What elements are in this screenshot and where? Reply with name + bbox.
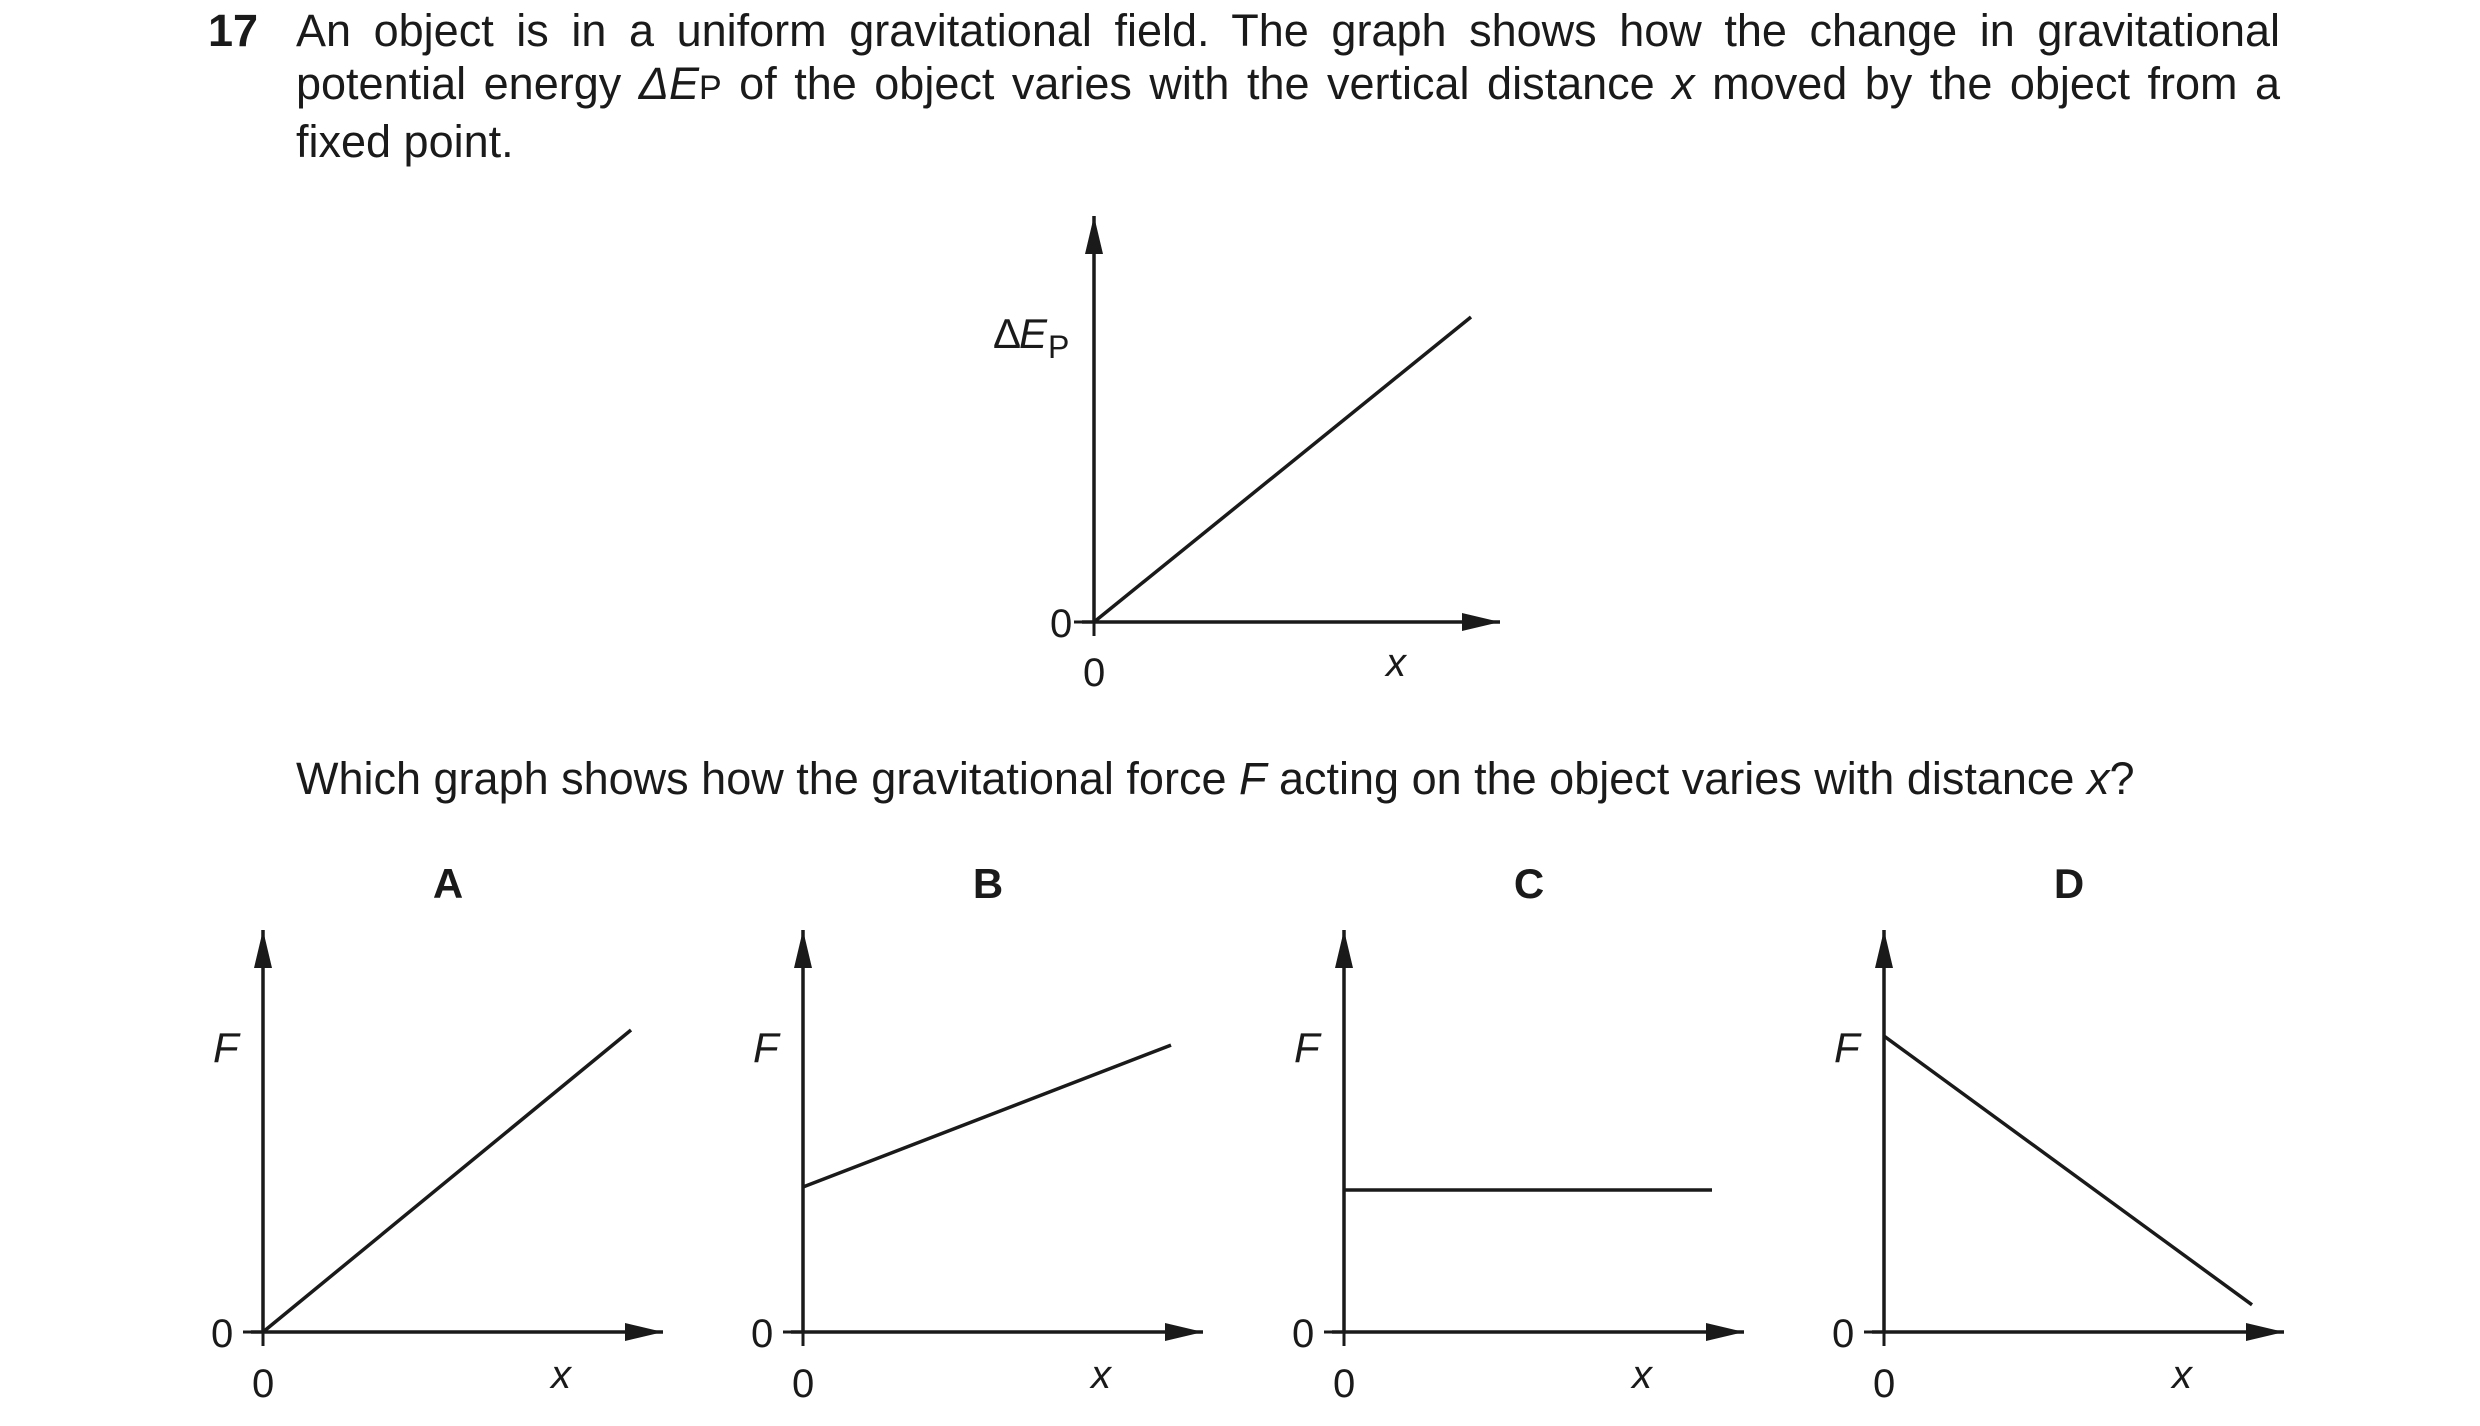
x-symbol: x <box>1672 58 1695 109</box>
series-line <box>803 1045 1171 1187</box>
delta-ep-symbol: ΔE <box>638 58 699 109</box>
option-graph-b <box>751 860 1203 1406</box>
main-x-label: x <box>1386 641 1406 685</box>
origin-x-tick-label: 0 <box>1873 1362 1896 1406</box>
y-axis-label: F <box>213 1024 239 1071</box>
x-symbol: x <box>2086 753 2110 804</box>
y-axis-label: F <box>1834 1024 1860 1071</box>
prompt-text: ? <box>2109 753 2135 804</box>
x-axis-label: x <box>1632 1353 1652 1397</box>
option-letter-c: C <box>1513 860 1545 907</box>
y-axis-label: F <box>753 1024 779 1071</box>
origin-y-tick-label: 0 <box>1292 1312 1315 1356</box>
prompt-text: acting on the object varies with distance <box>1266 753 2087 804</box>
stem-text: fixed point. <box>296 116 514 167</box>
x-axis-arrowhead <box>625 1323 663 1341</box>
main-y-arrowhead <box>1085 216 1103 254</box>
option-graphs <box>211 860 2284 1406</box>
main-origin-y-tick-label: 0 <box>1050 602 1073 646</box>
x-axis-label: x <box>1091 1353 1111 1397</box>
x-axis-arrowhead <box>1165 1323 1203 1341</box>
series-line <box>1884 1036 2252 1305</box>
y-axis-arrowhead <box>794 930 812 968</box>
origin-x-tick-label: 0 <box>792 1362 815 1406</box>
x-axis-arrowhead <box>2246 1323 2284 1341</box>
main-y-label-delta: Δ <box>993 310 1022 357</box>
origin-y-tick-label: 0 <box>1832 1312 1855 1356</box>
question-number: 17 <box>208 5 259 56</box>
origin-x-tick-label: 0 <box>252 1362 275 1406</box>
x-axis-label: x <box>551 1353 571 1397</box>
stem-text: moved by the object from a <box>1694 58 2280 109</box>
y-axis-arrowhead <box>1335 930 1353 968</box>
y-axis-label: F <box>1294 1024 1320 1071</box>
x-axis-arrowhead <box>1706 1323 1744 1341</box>
option-graph-c <box>1292 860 1744 1406</box>
prompt-text: Which graph shows how the gravitational force <box>296 753 1239 804</box>
stem-text: potential energy <box>296 58 639 109</box>
origin-y-tick-label: 0 <box>211 1312 234 1356</box>
ep-subscript: P <box>698 69 722 107</box>
main-y-label-e: E <box>1019 310 1048 357</box>
stem-text: of the object varies with the vertical distance <box>721 58 1673 109</box>
origin-x-tick-label: 0 <box>1333 1362 1356 1406</box>
y-axis-arrowhead <box>254 930 272 968</box>
main-x-arrowhead <box>1462 613 1500 631</box>
main-series-line <box>1094 317 1471 622</box>
series-line <box>263 1030 631 1332</box>
option-letter-a: A <box>432 860 464 907</box>
option-graph-a <box>211 860 663 1406</box>
main-graph <box>993 216 1500 695</box>
main-origin-x-tick-label: 0 <box>1083 651 1106 695</box>
x-axis-label: x <box>2172 1353 2192 1397</box>
stem-text: An object is in a uniform gravitational field. The graph shows how the change in gravitational <box>296 5 2280 56</box>
option-letter-d: D <box>2053 860 2085 907</box>
option-graph-d <box>1832 860 2284 1406</box>
y-axis-arrowhead <box>1875 930 1893 968</box>
main-y-label-sub: P <box>1048 329 1070 365</box>
origin-y-tick-label: 0 <box>751 1312 774 1356</box>
f-symbol: F <box>1238 753 1267 804</box>
option-letter-b: B <box>972 860 1004 907</box>
